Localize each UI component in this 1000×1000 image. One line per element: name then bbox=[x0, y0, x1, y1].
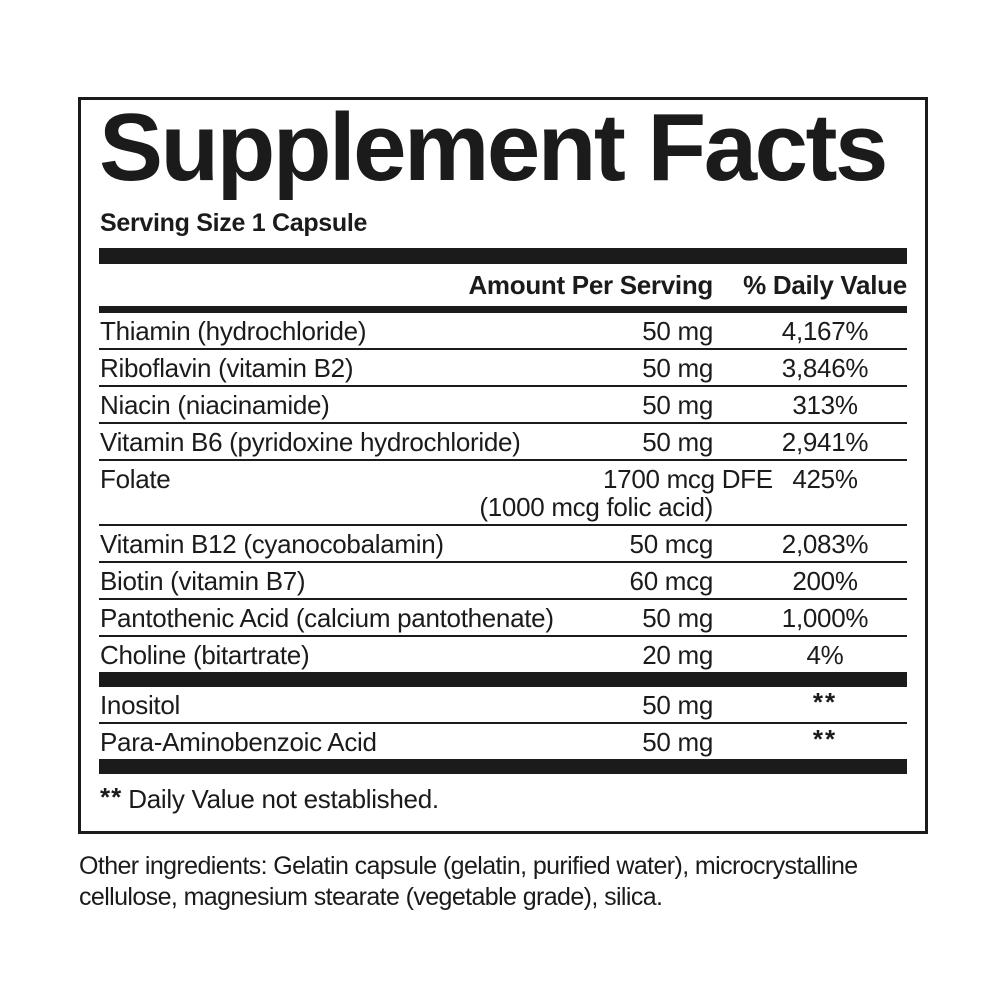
ingredient-daily-value: 2,083% bbox=[781, 529, 869, 560]
ingredient-daily-value: 200% bbox=[792, 566, 858, 597]
serving-size: Serving Size 1 Capsule bbox=[100, 209, 368, 238]
divider-heavy-bottom bbox=[99, 759, 907, 774]
ingredient-name: Pantothenic Acid (calcium pantothenate) bbox=[100, 603, 554, 634]
other-ingredients-line2: cellulose, magnesium stearate (vegetable grade), silica. bbox=[79, 883, 663, 912]
table-row-folate bbox=[99, 459, 907, 524]
ingredient-name: Thiamin (hydrochloride) bbox=[100, 316, 367, 347]
ingredient-name: Riboflavin (vitamin B2) bbox=[100, 353, 354, 384]
ingredient-amount: 50 mg bbox=[642, 690, 713, 721]
ingredient-daily-value: 2,941% bbox=[781, 427, 869, 458]
ingredient-daily-value: 4% bbox=[806, 640, 844, 671]
table-row bbox=[99, 687, 907, 722]
table-row bbox=[99, 348, 907, 385]
ingredient-name: Niacin (niacinamide) bbox=[100, 390, 330, 421]
ingredient-name: Biotin (vitamin B7) bbox=[100, 566, 306, 597]
ingredient-name: Vitamin B12 (cyanocobalamin) bbox=[100, 529, 444, 560]
other-ingredients-line1: Other ingredients: Gelatin capsule (gelatin, purified water), microcrystalline bbox=[79, 852, 858, 881]
ingredient-amount: 50 mg bbox=[642, 727, 713, 758]
table-header-row bbox=[99, 264, 907, 306]
table-row bbox=[99, 422, 907, 459]
ingredient-daily-value: 3,846% bbox=[781, 353, 869, 384]
supplement-facts-panel bbox=[78, 94, 928, 834]
ingredient-amount: 60 mcg bbox=[629, 566, 713, 597]
daily-value-footnote bbox=[100, 784, 907, 815]
ingredient-amount: 20 mg bbox=[642, 640, 713, 671]
footnote-text: Daily Value not established. bbox=[128, 784, 439, 815]
divider-medium-header bbox=[99, 306, 907, 313]
ingredient-daily-value-asterisks: ** bbox=[812, 687, 838, 718]
ingredient-amount: 50 mg bbox=[642, 316, 713, 347]
table-row bbox=[99, 598, 907, 635]
nutrient-table-secondary bbox=[99, 687, 907, 759]
ingredient-amount: 50 mg bbox=[642, 427, 713, 458]
ingredient-name: Vitamin B6 (pyridoxine hydrochloride) bbox=[100, 427, 521, 458]
divider-heavy-middle bbox=[99, 672, 907, 687]
ingredient-amount: 50 mg bbox=[642, 390, 713, 421]
footnote-asterisks: ** bbox=[100, 782, 123, 813]
ingredient-daily-value-asterisks: ** bbox=[812, 724, 838, 755]
supplement-label bbox=[78, 94, 928, 913]
ingredient-daily-value: 1,000% bbox=[781, 603, 869, 634]
other-ingredients bbox=[79, 851, 928, 913]
ingredient-amount: 50 mg bbox=[642, 603, 713, 634]
ingredient-name: Inositol bbox=[100, 690, 180, 721]
ingredient-daily-value: 4,167% bbox=[781, 316, 869, 347]
ingredient-amount-note: (1000 mcg folic acid) bbox=[479, 492, 713, 523]
table-row bbox=[99, 722, 907, 759]
ingredient-name: Para-Aminobenzoic Acid bbox=[100, 727, 377, 758]
table-row bbox=[99, 524, 907, 561]
ingredient-daily-value: 425% bbox=[792, 464, 858, 495]
table-row bbox=[99, 561, 907, 598]
column-header-amount: Amount Per Serving bbox=[468, 270, 713, 301]
ingredient-name: Folate bbox=[100, 464, 171, 495]
ingredient-amount: 1700 mcg DFE bbox=[603, 464, 773, 495]
panel-title: Supplement Facts bbox=[99, 94, 886, 201]
table-row bbox=[99, 385, 907, 422]
ingredient-amount: 50 mcg bbox=[629, 529, 713, 560]
column-header-daily-value: % Daily Value bbox=[743, 270, 907, 301]
ingredient-amount: 50 mg bbox=[642, 353, 713, 384]
ingredient-name: Choline (bitartrate) bbox=[100, 640, 310, 671]
divider-heavy-top bbox=[99, 248, 907, 264]
ingredient-daily-value: 313% bbox=[792, 390, 858, 421]
table-row bbox=[99, 313, 907, 348]
table-row bbox=[99, 635, 907, 672]
nutrient-table bbox=[99, 313, 907, 672]
